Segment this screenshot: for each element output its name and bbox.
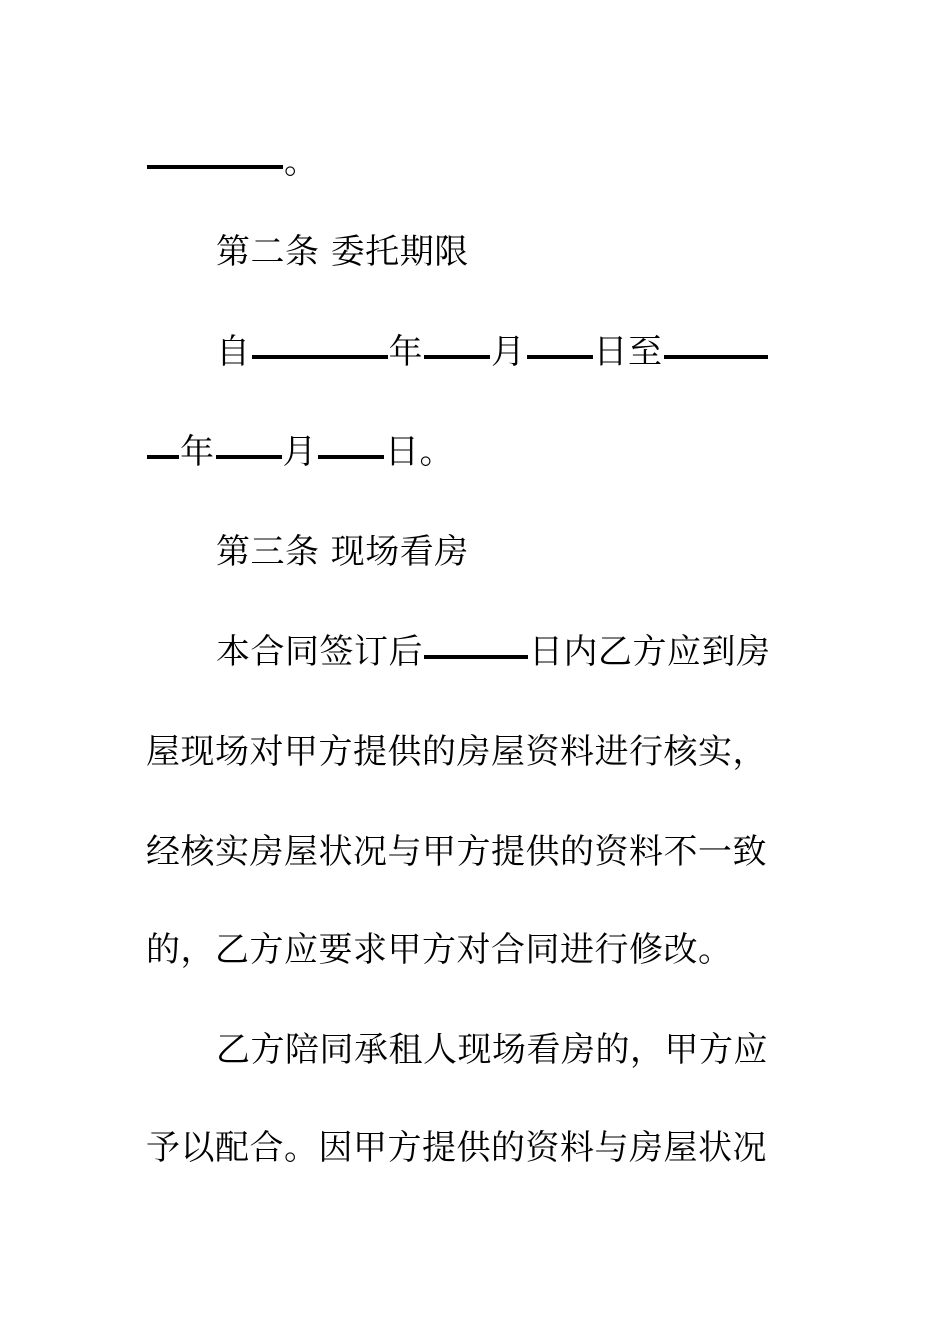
fill-blank [664,355,768,359]
text-segment: 年 [180,432,215,472]
line-9: 的，乙方应要求甲方对合同进行修改。 [146,930,733,970]
text-segment: 月 [282,432,317,472]
line-3 [146,332,856,372]
text-segment: 日内乙方应到房 [529,632,771,672]
text-segment: 。 [284,142,319,182]
fill-blank [318,455,384,459]
text-segment: 本合同签订后 [216,632,423,672]
line-11: 予以配合。因甲方提供的资料与房屋状况 [146,1128,767,1168]
line-10: 乙方陪同承租人现场看房的，甲方应 [216,1030,768,1070]
article-2-heading: 第二条 委托期限 [216,232,469,272]
line-7: 屋现场对甲方提供的房屋资料进行核实， [146,732,767,772]
fill-blank [424,655,528,659]
fill-blank [216,455,282,459]
fill-blank [424,355,490,359]
line-6 [146,632,856,672]
text-segment: 日。 [385,432,454,472]
fill-blank [252,355,388,359]
fill-blank [147,165,283,169]
article-3-heading: 第三条 现场看房 [216,532,469,572]
line-4 [146,432,786,472]
fill-blank [147,455,179,459]
line-1 [146,142,786,182]
text-segment: 年 [388,332,423,372]
text-segment: 日至 [593,332,663,372]
fill-blank [527,355,593,359]
line-8: 经核实房屋状况与甲方提供的资料不一致 [146,832,767,872]
text-segment: 自 [216,332,251,372]
text-segment: 月 [491,332,526,372]
